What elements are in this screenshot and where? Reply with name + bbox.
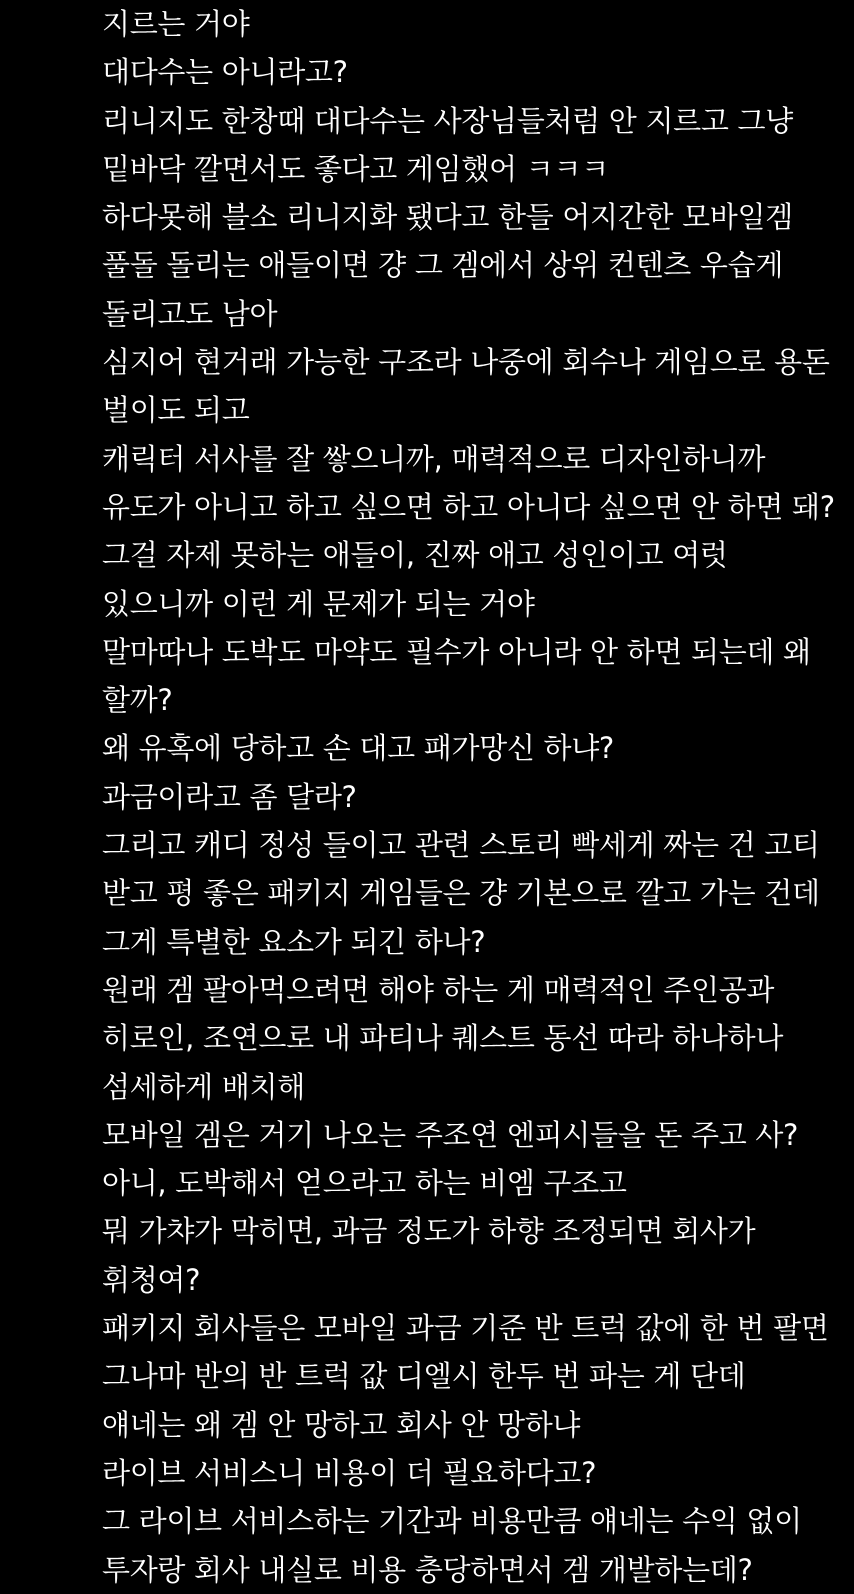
text-line: 뭐 가챠가 막히면, 과금 정도가 하향 조정되면 회사가	[102, 1214, 756, 1249]
text-line: 투자랑 회사 내실로 비용 충당하면서 겜 개발하는데?	[102, 1552, 753, 1587]
text-line: 돌리고도 남아	[102, 296, 278, 331]
text-line: 히로인, 조연으로 내 파티나 퀘스트 동선 따라 하나하나	[102, 1021, 784, 1056]
text-line: 캐릭터 서사를 잘 쌓으니까, 매력적으로 디자인하니까	[102, 441, 766, 476]
text-line: 아니, 도박해서 얻으라고 하는 비엠 구조고	[102, 1166, 627, 1201]
text-line: 받고 평 좋은 패키지 게임들은 걍 기본으로 깔고 가는 건데	[102, 876, 820, 911]
text-line: 말마따나 도박도 마약도 필수가 아니라 안 하면 되는데 왜	[102, 634, 811, 669]
text-line: 얘네는 왜 겜 안 망하고 회사 안 망하냐	[102, 1407, 581, 1442]
text-line: 그나마 반의 반 트럭 값 디엘시 한두 번 파는 게 단데	[102, 1359, 746, 1394]
text-line: 유도가 아니고 하고 싶으면 하고 아니다 싶으면 안 하면 돼?	[102, 489, 835, 524]
text-line: 벌이도 되고	[102, 393, 250, 428]
text-line: 할까?	[102, 683, 173, 718]
text-line: 대다수는 아니라고?	[102, 55, 348, 90]
text-line: 그게 특별한 요소가 되긴 하나?	[102, 924, 486, 959]
text-line: 섬세하게 배치해	[102, 1069, 305, 1104]
text-line: 모바일 겜은 거기 나오는 주조연 엔피시들을 돈 주고 사?	[102, 1117, 799, 1152]
text-line: 그걸 자제 못하는 애들이, 진짜 애고 성인이고 여럿	[102, 538, 728, 573]
text-line: 왜 유혹에 당하고 손 대고 패가망신 하냐?	[102, 731, 615, 766]
text-line: 그리고 캐디 정성 들이고 관련 스토리 빡세게 짜는 건 고티	[102, 828, 820, 863]
text-line: 리니지도 한창때 대다수는 사장님들처럼 안 지르고 그냥	[102, 103, 793, 138]
text-line: 원래 겜 팔아먹으려면 해야 하는 게 매력적인 주인공과	[102, 972, 775, 1007]
text-line: 그 라이브 서비스하는 기간과 비용만큼 얘네는 수익 없이	[102, 1504, 802, 1539]
text-line: 심지어 현거래 가능한 구조라 나중에 회수나 게임으로 용돈	[102, 345, 830, 380]
text-line: 라이브 서비스니 비용이 더 필요하다고?	[102, 1455, 597, 1490]
text-line: 밑바닥 깔면서도 좋다고 게임했어 ㅋㅋㅋ	[102, 151, 609, 186]
text-line: 지르는 거야	[102, 7, 250, 41]
text-line: 과금이라고 좀 달라?	[102, 779, 357, 814]
text-line: 하다못해 블소 리니지화 됐다고 한들 어지간한 모바일겜	[102, 200, 793, 235]
comment-text-block	[102, 0, 842, 1594]
text-line: 휘청여?	[102, 1262, 201, 1297]
text-line: 풀돌 돌리는 애들이면 걍 그 겜에서 상위 컨텐츠 우습게	[102, 248, 784, 283]
text-line: 패키지 회사들은 모바일 과금 기준 반 트럭 값에 한 번 팔면	[102, 1311, 829, 1346]
text-line: 있으니까 이런 게 문제가 되는 거야	[102, 586, 535, 621]
